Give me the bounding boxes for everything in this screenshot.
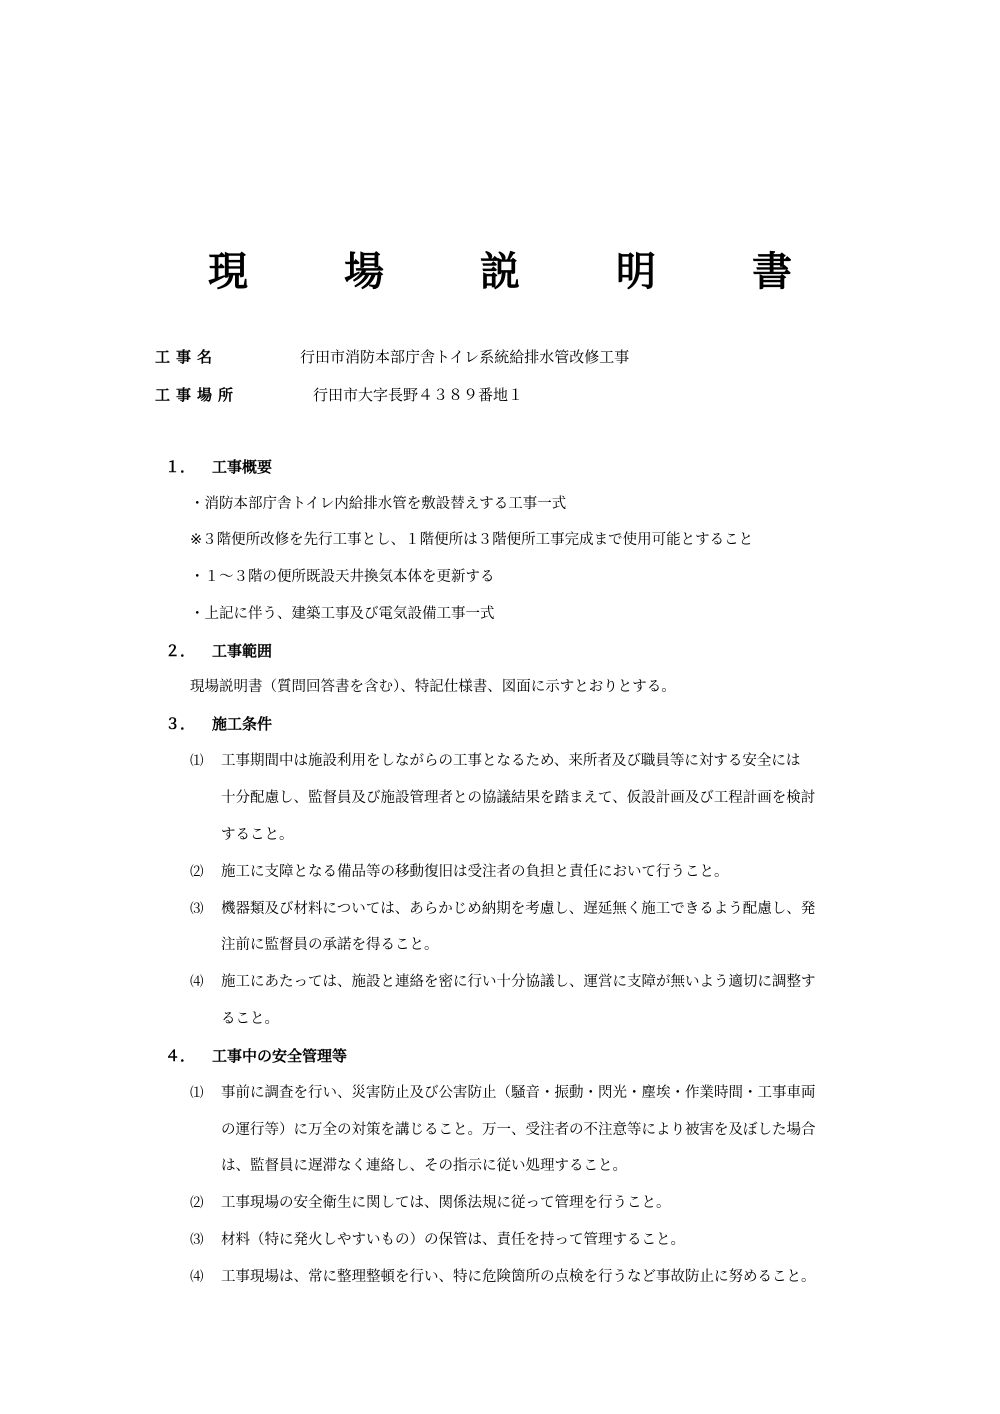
project-name-value: 行田市消防本部庁舎トイレ系統給排水管改修工事 [300, 348, 630, 366]
section-1-line: ※３階便所改修を先行工事とし、１階便所は３階便所工事完成まで使用可能とすること [190, 532, 754, 548]
item-number: ⑷ [190, 1269, 204, 1285]
section-2-number: ２． [165, 642, 196, 660]
item-line: 注前に監督員の承諾を得ること。 [221, 937, 439, 953]
item-line: 十分配慮し、監督員及び施設管理者との協議結果を踏まえて、仮設計画及び工程計画を検討 [221, 790, 816, 806]
section-4-number: ４． [165, 1047, 196, 1065]
section-2-title: 工事範囲 [212, 642, 273, 660]
project-name-row [155, 346, 218, 367]
section-1-number: １． [165, 458, 196, 476]
project-name-label: 工事名 [155, 348, 219, 366]
item-number: ⑶ [190, 901, 204, 917]
item-line: すること。 [221, 827, 294, 843]
item-number: ⑴ [190, 753, 204, 769]
item-line: 事前に調査を行い、災害防止及び公害防止（騒音・振動・閃光・塵埃・作業時間・工事車両 [221, 1085, 816, 1101]
project-location-label: 工事場所 [155, 386, 240, 404]
item-line: 工事現場は、常に整理整頓を行い、特に危険箇所の点検を行うなど事故防止に努めること。 [221, 1269, 816, 1285]
project-location-row [155, 384, 239, 405]
title-char: 場 [344, 249, 384, 295]
item-line: 機器類及び材料については、あらかじめ納期を考慮し、遅延無く施工できるよう配慮し、発 [221, 901, 816, 917]
document-title [0, 240, 1000, 297]
item-line: ること。 [221, 1011, 279, 1027]
item-line: は、監督員に遅滞なく連絡し、その指示に従い処理すること。 [221, 1158, 627, 1174]
section-3-number: ３． [165, 715, 196, 733]
item-number: ⑶ [190, 1232, 204, 1248]
item-line: 材料（特に発火しやすいもの）の保管は、責任を持って管理すること。 [221, 1232, 685, 1248]
title-char: 現 [208, 249, 248, 295]
project-location-value: 行田市大字長野４３８９番地１ [313, 386, 524, 404]
section-3-title: 施工条件 [212, 715, 273, 733]
title-char: 説 [480, 249, 520, 295]
section-1-line: ・上記に伴う、建築工事及び電気設備工事一式 [190, 606, 495, 622]
item-line: 施工に支障となる備品等の移動復旧は受注者の負担と責任において行うこと。 [221, 864, 729, 880]
title-char: 書 [752, 249, 792, 295]
title-char: 明 [616, 249, 656, 295]
section-1-title: 工事概要 [212, 458, 273, 476]
item-number: ⑵ [190, 864, 204, 880]
section-4-title: 工事中の安全管理等 [212, 1047, 348, 1065]
item-line: の運行等）に万全の対策を講じること。万一、受注者の不注意等により被害を及ぼした場合 [221, 1122, 816, 1138]
item-number: ⑴ [190, 1085, 204, 1101]
section-1-line: ・１～３階の便所既設天井換気本体を更新する [190, 569, 495, 585]
item-number: ⑵ [190, 1195, 204, 1211]
item-number: ⑷ [190, 974, 204, 990]
item-line: 工事現場の安全衛生に関しては、関係法規に従って管理を行うこと。 [221, 1195, 671, 1211]
item-line: 工事期間中は施設利用をしながらの工事となるため、来所者及び職員等に対する安全には [221, 753, 801, 769]
section-2-line: 現場説明書（質問回答書を含む）、特記仕様書、図面に示すとおりとする。 [190, 679, 676, 695]
section-1-line: ・消防本部庁舎トイレ内給排水管を敷設替えする工事一式 [190, 496, 567, 512]
item-line: 施工にあたっては、施設と連絡を密に行い十分協議し、運営に支障が無いよう適切に調整す [221, 974, 816, 990]
